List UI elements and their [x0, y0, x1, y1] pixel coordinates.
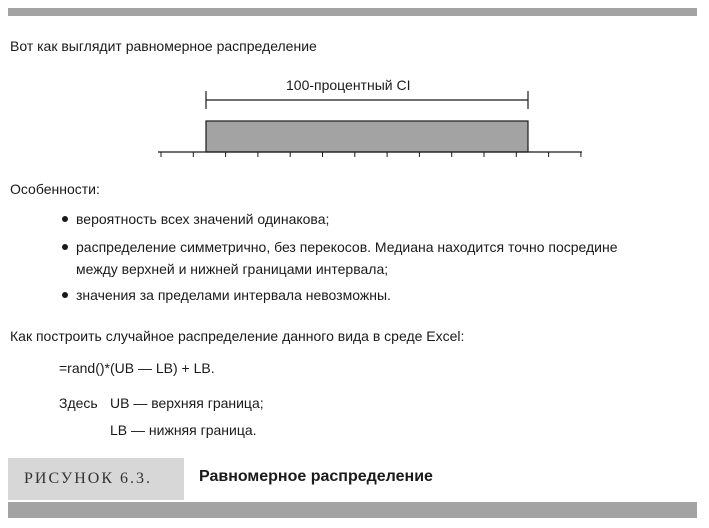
bullet-icon [62, 244, 68, 250]
list-item-text: вероятность всех значений одинакова; [76, 211, 330, 227]
list-item-line: распределение симметрично, без перекосов. Медиана находится точно посредине [76, 239, 618, 255]
list-item-text [76, 236, 618, 280]
intro-text: Вот как выглядит равномерное распределение [10, 38, 317, 54]
howto-title: Как построить случайное распределение данного вида в среде Excel: [10, 328, 465, 344]
figure-number-box [8, 458, 184, 500]
where-label: Здесь [59, 395, 98, 411]
list-item-line: между верхней и нижней границами интервала; [76, 261, 389, 277]
figure-title: Равномерное распределение [199, 468, 433, 485]
bullet-icon [62, 216, 68, 222]
ci-label: 100-процентный CI [286, 77, 411, 93]
bullet-icon [62, 292, 68, 298]
uniform-rectangle [206, 121, 528, 152]
lb-definition: LB — нижняя граница. [110, 422, 257, 438]
axis-ticks [161, 152, 581, 157]
ub-definition: UB — верхняя граница; [110, 395, 264, 411]
features-title: Особенности: [10, 181, 100, 197]
bottom-rule [8, 502, 697, 518]
figure-number: РИСУНОК 6.3. [24, 470, 153, 487]
list-item-text: значения за пределами интервала невозможны. [76, 287, 391, 303]
excel-formula: =rand()*(UB — LB) + LB. [59, 360, 215, 376]
